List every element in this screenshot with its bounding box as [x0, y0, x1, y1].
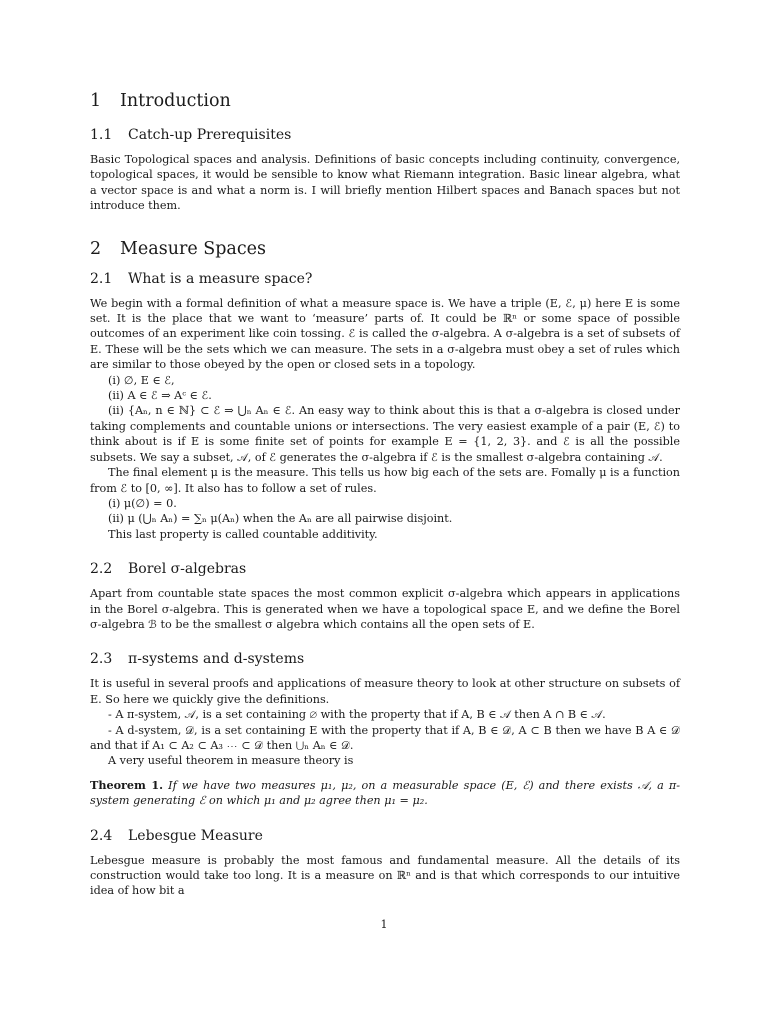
- measure-rule-1: (i) μ(∅) = 0.: [108, 496, 177, 510]
- theorem-lead-in: A very useful theorem in measure theory is: [108, 754, 354, 768]
- sigma-algebra-rule-2: (ii) A ∈ ℰ ⇒ Aᶜ ∈ ℰ.: [108, 389, 212, 403]
- page-number: 1: [380, 918, 388, 931]
- paragraph-prerequisites: Basic Topological spaces and analysis. Definitions of basic concepts including continuity, convergence, topological spaces, it would be sensible to know what Riemann integration. Basic linear algebra, what a vector space is and what a norm is. I will briefly mention Hilbert spaces and Banach spaces but not introduce them.: [90, 153, 680, 213]
- sigma-algebra-rule-1: (i) ∅, E ∈ ℰ,: [108, 373, 175, 387]
- paragraph-borel: Apart from countable state spaces the most common explicit σ-algebra which appears in applications in the Borel σ-algebra. This is generated when we have a topological space E, and we define the Borel σ-algebra ℬ to be the smallest σ algebra which contains all the open sets of E.: [90, 587, 680, 631]
- subsection-2-2-heading: 2.2 Borel σ-algebras: [90, 561, 247, 578]
- subsection-2-3-heading: 2.3 π-systems and d-systems: [90, 651, 305, 668]
- d-system-definition: - A d-system, 𝒟, is a set containing E with the property that if A, B ∈ 𝒟, A ⊂ B then we have B A ∈ 𝒟 and that if A₁ ⊂ A₂ ⊂ A₃ ⋯ ⊂ 𝒟 then ⋃ₙ Aₙ ∈ 𝒟.: [90, 723, 680, 752]
- subsection-title: π-systems and d-systems: [128, 651, 305, 668]
- section-title: Measure Spaces: [120, 238, 267, 259]
- subsection-title: What is a measure space?: [128, 270, 313, 287]
- measure-rule-2: (ii) μ (⋃ₙ Aₙ) = ∑ₙ μ(Aₙ) when the Aₙ are all pairwise disjoint.: [108, 512, 453, 526]
- subsection-title: Catch-up Prerequisites: [128, 127, 292, 143]
- section-2-heading: 2 Measure Spaces: [90, 238, 267, 259]
- subsection-title: Borel σ-algebras: [128, 561, 247, 578]
- theorem-label: Theorem 1.: [90, 777, 164, 792]
- pi-system-definition: - A π-system, 𝒜, is a set containing ∅ with the property that if A, B ∈ 𝒜 then A ∩ B ∈ 𝒜.: [108, 708, 606, 722]
- theorem-statement: If we have two measures μ₁, μ₂, on a measurable space (E, ℰ) and there exists 𝒜, a π-system generating ℰ on which μ₁ and μ₂ agree then μ₁ = μ₂.: [90, 778, 680, 808]
- document-page: [90, 84, 680, 899]
- theorem-1: [90, 778, 680, 809]
- subsection-1-1-heading: 1.1 Catch-up Prerequisites: [90, 127, 292, 143]
- subsection-2-4-heading: 2.4 Lebesgue Measure: [90, 827, 263, 844]
- paragraph-measure-space-definition: We begin with a formal definition of what a measure space is. We have a triple (E, ℰ, μ) here E is some set. It is the place that we want to ‘measure’ parts of. It could be ℝⁿ or some space of possible outcomes of an experiment like coin tossing. ℰ is called the σ-algebra. A σ-algebra is a set of subsets of E. These will be the sets which we can measure. The sets in a σ-algebra must obey a set of rules which are similar to those obeyed by the open or closed sets in a topology.: [90, 296, 680, 372]
- paragraph-systems-intro: It is useful in several proofs and applications of measure theory to look at other structure on subsets of E. So here we quickly give the definitions.: [90, 677, 680, 706]
- section-title: Introduction: [120, 91, 231, 111]
- subsection-2-1-heading: 2.1 What is a measure space?: [90, 270, 313, 287]
- countable-additivity-note: This last property is called countable additivity.: [108, 527, 378, 541]
- paragraph-lebesgue: Lebesgue measure is probably the most famous and fundamental measure. All the details of its construction would take too long. It is a measure on ℝⁿ and is that which corresponds to our intuitive idea of how bit a: [90, 853, 680, 898]
- sigma-algebra-rule-3: (ii) {Aₙ, n ∈ ℕ} ⊂ ℰ ⇒ ⋃ₙ Aₙ ∈ ℰ. An easy way to think about this is that a σ-algebra is closed under taking complements and countable unions or intersections. The very easiest example of a pair (E, ℰ) to think about is if E is some finite set of points for example E = {1, 2, 3}. and ℰ is all the possible subsets. We say a subset, 𝒜, of ℰ generates the σ-algebra if ℰ is the smallest σ-algebra containing 𝒜.: [90, 404, 680, 464]
- subsection-title: Lebesgue Measure: [128, 827, 263, 844]
- section-1-heading: 1 Introduction: [90, 91, 231, 111]
- paragraph-measure: The final element μ is the measure. This tells us how big each of the sets are. Fomally μ is a function from ℰ to [0, ∞]. It also has to follow a set of rules.: [90, 466, 680, 495]
